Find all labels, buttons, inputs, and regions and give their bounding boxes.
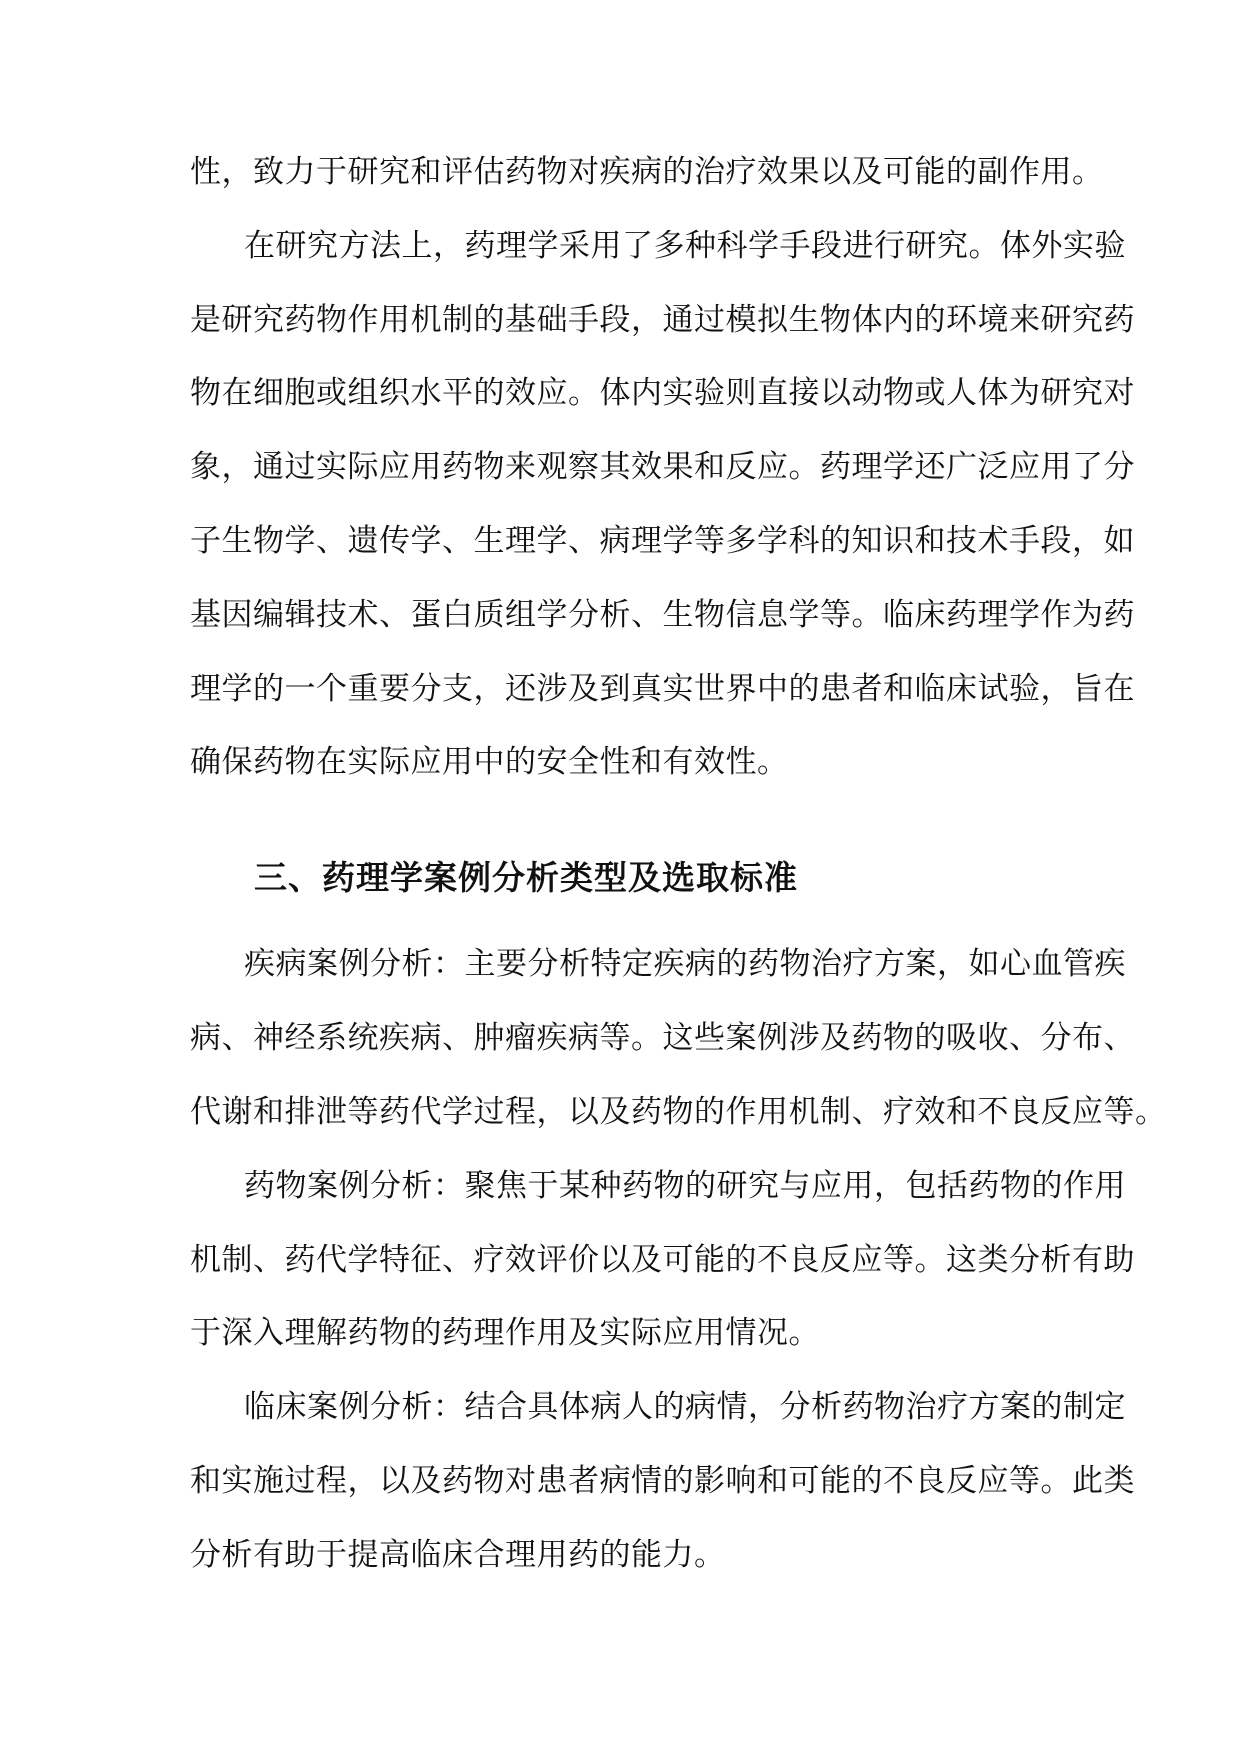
- section-heading: 三、药理学案例分析类型及选取标准: [254, 858, 798, 897]
- paragraph-line: 病、神经系统疾病、肿瘤疾病等。这些案例涉及药物的吸收、分布、: [190, 1020, 1135, 1056]
- paragraph-line: 临床案例分析：结合具体病人的病情，分析药物治疗方案的制定: [244, 1389, 1126, 1425]
- paragraph-line: 机制、药代学特征、疗效评价以及可能的不良反应等。这类分析有助: [190, 1242, 1135, 1278]
- paragraph-line: 是研究药物作用机制的基础手段，通过模拟生物体内的环境来研究药: [190, 302, 1135, 338]
- paragraph-line: 在研究方法上，药理学采用了多种科学手段进行研究。体外实验: [244, 228, 1126, 264]
- paragraph-line: 子生物学、遗传学、生理学、病理学等多学科的知识和技术手段，如: [190, 523, 1135, 559]
- paragraph-line: 性，致力于研究和评估药物对疾病的治疗效果以及可能的副作用。: [190, 154, 1104, 190]
- paragraph-line: 物在细胞或组织水平的效应。体内实验则直接以动物或人体为研究对: [190, 375, 1135, 411]
- paragraph-line: 基因编辑技术、蛋白质组学分析、生物信息学等。临床药理学作为药: [190, 597, 1135, 633]
- paragraph-line: 代谢和排泄等药代学过程，以及药物的作用机制、疗效和不良反应等。: [190, 1094, 1167, 1130]
- paragraph-line: 理学的一个重要分支，还涉及到真实世界中的患者和临床试验，旨在: [190, 671, 1135, 707]
- paragraph-line: 确保药物在实际应用中的安全性和有效性。: [190, 744, 789, 780]
- paragraph-line: 药物案例分析：聚焦于某种药物的研究与应用，包括药物的作用: [244, 1168, 1126, 1204]
- paragraph-line: 分析有助于提高临床合理用药的能力。: [190, 1537, 726, 1573]
- paragraph-line: 于深入理解药物的药理作用及实际应用情况。: [190, 1315, 820, 1351]
- paragraph-line: 和实施过程，以及药物对患者病情的影响和可能的不良反应等。此类: [190, 1463, 1135, 1499]
- paragraph-line: 象，通过实际应用药物来观察其效果和反应。药理学还广泛应用了分: [190, 449, 1135, 485]
- paragraph-line: 疾病案例分析：主要分析特定疾病的药物治疗方案，如心血管疾: [244, 946, 1126, 982]
